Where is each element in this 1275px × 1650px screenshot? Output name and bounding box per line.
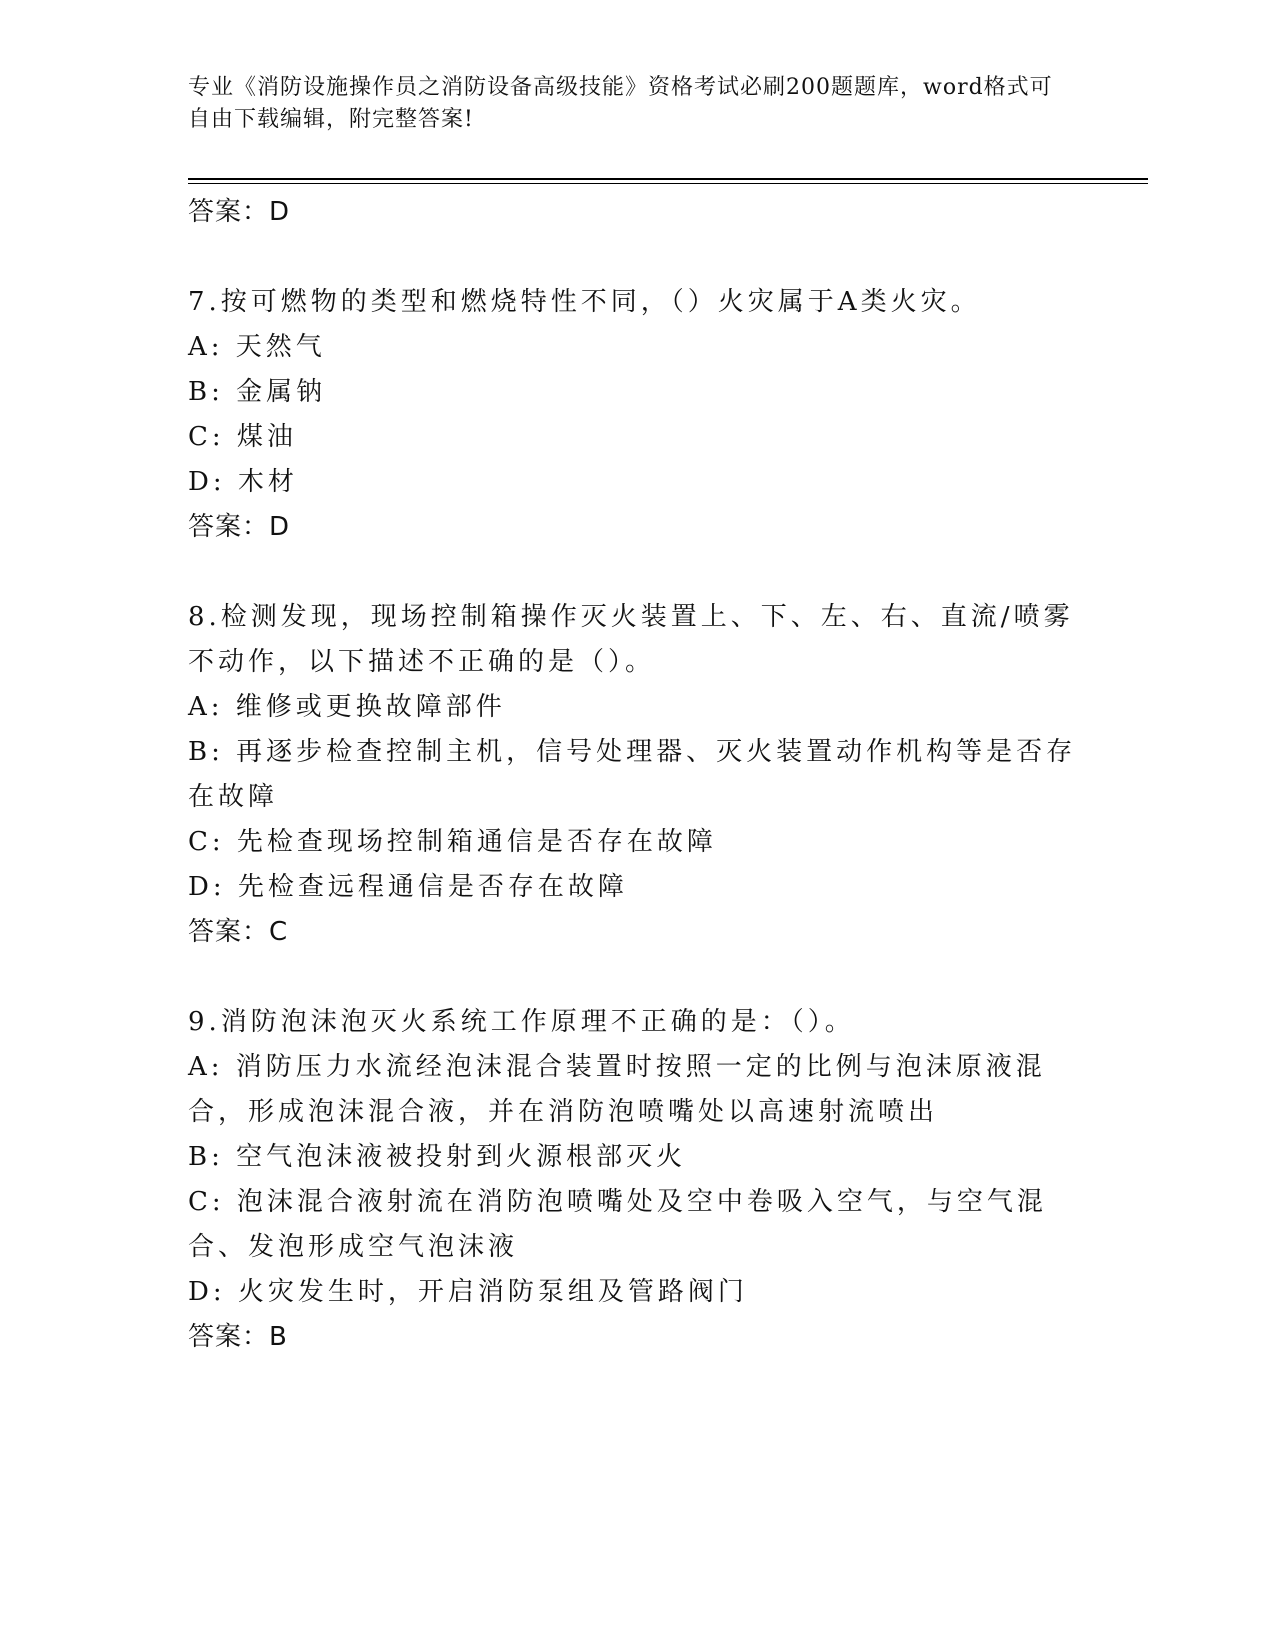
- option-line: A: 消防压力水流经泡沫混合装置时按照一定的比例与泡沫原液混合，形成泡沫混合液，并在消防泡喷嘴处以高速射流喷出: [188, 1052, 1046, 1127]
- question-stem: 8.检测发现，现场控制箱操作灭火装置上、下、左、右、直流/喷雾不动作，以下描述不正确的是（）。: [188, 602, 1074, 677]
- option-line: C: 泡沫混合液射流在消防泡喷嘴处及空中卷吸入空气，与空气混合、发泡形成空气泡沫液: [188, 1187, 1047, 1262]
- spacer: [188, 550, 1088, 595]
- option-line: A: 天然气: [188, 332, 326, 362]
- document-header: 专业《消防设施操作员之消防设备高级技能》资格考试必刷200题题库，word格式可自由下载编辑，附完整答案!: [188, 75, 1053, 132]
- answer-line: 答案：D: [188, 512, 291, 542]
- answer-line: 答案：D: [188, 197, 291, 227]
- option-line: D: 先检查远程通信是否存在故障: [188, 872, 628, 902]
- header-divider-thin: [188, 183, 1148, 184]
- option-line: B: 金属钠: [188, 377, 327, 407]
- spacer: [188, 235, 1088, 280]
- question-stem: 9.消防泡沫泡灭火系统工作原理不正确的是：（）。: [188, 1007, 855, 1037]
- question-list: [188, 190, 1088, 1360]
- option-line: D: 火灾发生时，开启消防泵组及管路阀门: [188, 1277, 748, 1307]
- option-line: B: 再逐步检查控制主机，信号处理器、灭火装置动作机构等是否存在故障: [188, 737, 1077, 812]
- option-line: B: 空气泡沫液被投射到火源根部灭火: [188, 1142, 687, 1172]
- option-line: A: 维修或更换故障部件: [188, 692, 506, 722]
- spacer: [188, 955, 1088, 1000]
- answer-line: 答案：C: [188, 917, 289, 947]
- header-divider: [188, 178, 1148, 180]
- option-line: C: 煤油: [188, 422, 297, 452]
- question-block: [188, 280, 1088, 550]
- question-stem: 7.按可燃物的类型和燃烧特性不同，（）火灾属于A类火灾。: [188, 287, 981, 317]
- answer-line: 答案：B: [188, 1322, 288, 1352]
- option-line: C: 先检查现场控制箱通信是否存在故障: [188, 827, 717, 857]
- question-block: [188, 595, 1088, 955]
- option-line: D: 木材: [188, 467, 298, 497]
- question-block: [188, 1000, 1088, 1360]
